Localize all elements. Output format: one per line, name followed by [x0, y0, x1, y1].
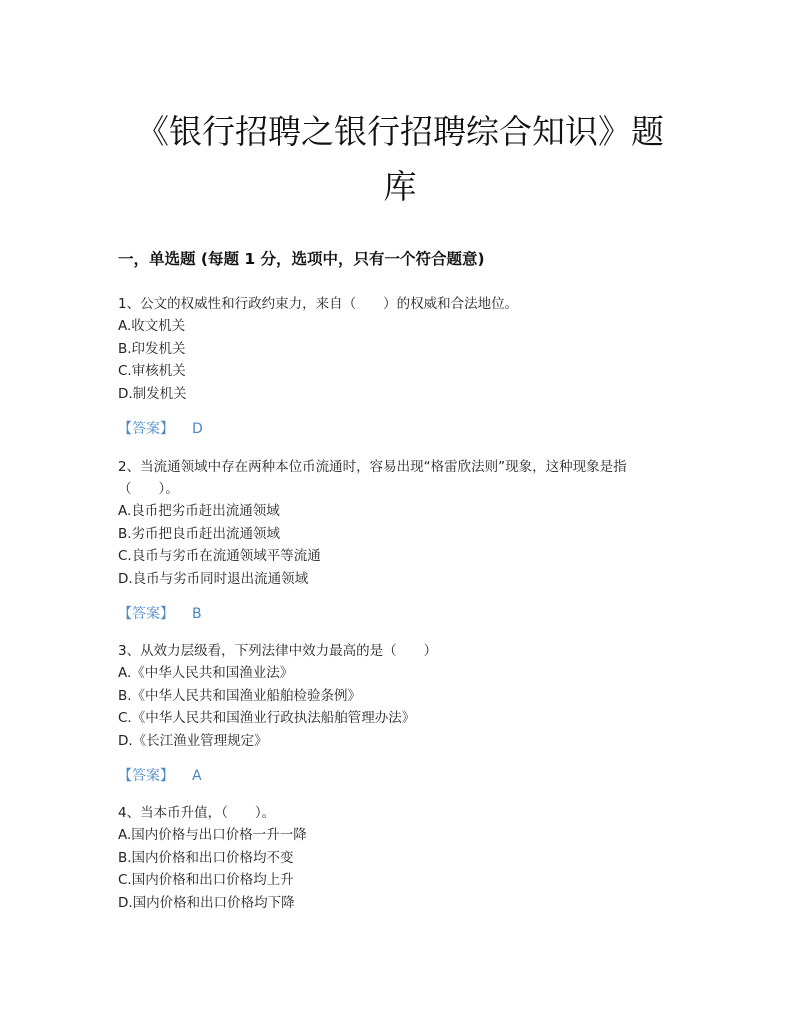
option-a: A.《中华人民共和国渔业法》: [118, 665, 294, 681]
answer-label: 【答案】: [118, 768, 174, 784]
option-a: A.收文机关: [118, 318, 186, 334]
option-c: C.良币与劣币在流通领域平等流通: [118, 548, 321, 564]
option-b: B.国内价格和出口价格均不变: [118, 849, 294, 866]
document-title: [100, 104, 700, 214]
document-title-line2: 库: [383, 167, 417, 206]
option-b: B.劣币把良币赶出流通领域: [118, 525, 281, 542]
option-d: D.《长江渔业管理规定》: [118, 732, 268, 749]
option-b: B.印发机关: [118, 340, 186, 357]
option-d: D.制发机关: [118, 385, 187, 402]
option-d: D.国内价格和出口价格均下降: [118, 894, 295, 911]
question-stem: 4、当本币升值，（ ）。: [118, 805, 276, 821]
question-4: [118, 802, 678, 914]
option-a: A.国内价格与出口价格一升一降: [118, 827, 307, 843]
question-3: [118, 640, 678, 787]
answer-line: [118, 765, 678, 787]
answer-label: 【答案】: [118, 421, 174, 437]
option-a: A.良币把劣币赶出流通领域: [118, 503, 280, 519]
question-1: [118, 293, 678, 440]
question-stem: 3、从效力层级看，下列法律中效力最高的是（ ）: [118, 643, 438, 659]
question-stem: 1、公文的权威性和行政约束力，来自（ ）的权威和合法地位。: [118, 296, 519, 312]
option-d: D.良币与劣币同时退出流通领域: [118, 570, 309, 587]
option-b: B.《中华人民共和国渔业船舶检验条例》: [118, 687, 362, 704]
section-title: 一，单选题 (每题 1 分，选项中，只有一个符合题意): [118, 250, 485, 268]
answer-value: D: [192, 421, 203, 437]
answer-label: 【答案】: [118, 606, 174, 622]
answer-value: B: [192, 606, 202, 622]
option-c: C.国内价格和出口价格均上升: [118, 872, 294, 888]
document-title-line1: 《银行招聘之银行招聘综合知识》题: [136, 112, 664, 151]
answer-line: [118, 418, 678, 440]
question-2: [118, 456, 678, 625]
answer-line: [118, 603, 678, 625]
option-c: C.《中华人民共和国渔业行政执法船舶管理办法》: [118, 710, 416, 726]
option-c: C.审核机关: [118, 363, 186, 379]
answer-value: A: [192, 768, 202, 784]
question-stem: 2、当流通领域中存在两种本位币流通时，容易出现“格雷欣法则”现象，这种现象是指（ ）。: [118, 459, 627, 497]
